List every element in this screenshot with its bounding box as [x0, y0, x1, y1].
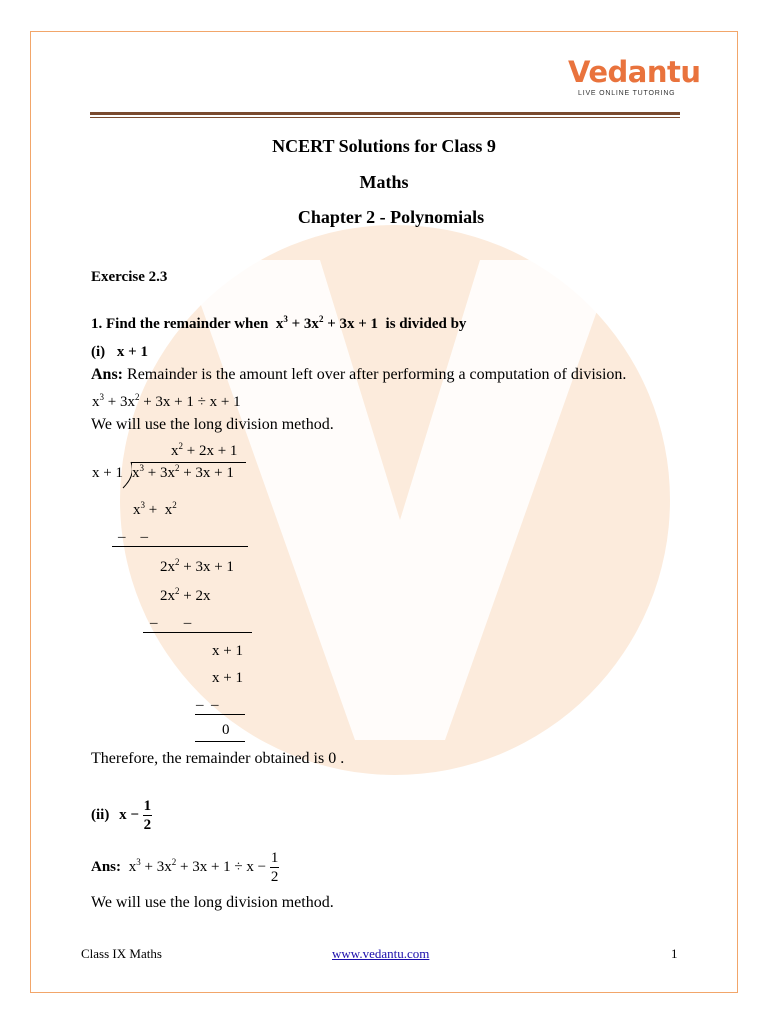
- final-rule: [195, 741, 245, 742]
- part2-label-row: [91, 797, 152, 834]
- doc-chapter: Chapter 2 - Polynomials: [297, 207, 485, 227]
- division-bar: [131, 462, 246, 463]
- part2-answer: [91, 849, 279, 886]
- part1-answer: [91, 366, 626, 384]
- step2-product: $2x^2 + 2x$: [160, 586, 211, 604]
- question-text: [91, 316, 466, 333]
- final-remainder: 0: [222, 722, 230, 738]
- dividend: $x^3 + 3x^2 + 3x + 1$: [132, 463, 234, 481]
- logo-wordmark: Vedantu: [568, 55, 701, 89]
- question-prefix: 1. Find the remainder when: [91, 316, 269, 332]
- watermark-v-logo: [115, 220, 675, 780]
- conclusion: [91, 750, 344, 768]
- conclusion-remainder: 0: [328, 750, 337, 767]
- method-text: We will use the long division method.: [91, 416, 334, 433]
- part2-divisor: x − $\frac{1}{2}$: [119, 798, 152, 833]
- step1-product: $x^3 + x^2$: [133, 500, 177, 518]
- part1-label-row: [91, 344, 148, 361]
- ans-text: Remainder is the amount left over after performing a computation of division.: [127, 366, 627, 383]
- doc-subject: Maths: [359, 172, 409, 192]
- part2-ans-label: Ans:: [91, 858, 122, 875]
- part2-expression: $x^3 + 3x^2 + 3x + 1 \div x$ − $\frac{1}{2}$: [128, 850, 279, 885]
- divisor: x + 1: [92, 465, 123, 481]
- step3-rule: [195, 714, 245, 715]
- question-suffix: is divided by: [385, 316, 467, 332]
- footer-link[interactable]: www.vedantu.com: [332, 946, 430, 961]
- header-rule: [90, 112, 680, 115]
- ans-label: Ans:: [91, 366, 124, 383]
- conclusion-period: .: [340, 750, 345, 767]
- step2-rule: [143, 632, 252, 633]
- step3-signs: – –: [196, 697, 219, 713]
- division-expression: $x^3 + 3x^2 + 3x + 1 \div x + 1$: [92, 392, 241, 410]
- exercise-heading: Exercise 2.3: [91, 269, 168, 285]
- step3-product: x + 1: [212, 670, 243, 686]
- part2-method-text: We will use the long division method.: [91, 894, 334, 911]
- vedantu-logo: [568, 55, 701, 97]
- logo-tagline: LIVE ONLINE TUTORING: [578, 90, 676, 97]
- header-rule-thin: [90, 117, 680, 118]
- step1-rule: [112, 546, 248, 547]
- doc-title: NCERT Solutions for Class 9: [272, 136, 496, 156]
- step2-remainder: $2x^2 + 3x + 1$: [160, 557, 234, 575]
- step1-signs: – –: [118, 529, 148, 545]
- quotient: $x^2 + 2x + 1$: [171, 441, 238, 459]
- step3-remainder: x + 1: [212, 643, 243, 659]
- conclusion-text: Therefore, the remainder obtained is: [91, 750, 325, 767]
- part2-label: (ii): [91, 806, 110, 823]
- page-number: 1: [671, 946, 678, 961]
- part1-divisor: x + 1: [116, 344, 148, 360]
- footer-left: Class IX Maths: [81, 946, 162, 961]
- division-bracket: [120, 460, 132, 490]
- question-polynomial: $x^3 + 3x^2 + 3x + 1$: [272, 314, 382, 332]
- step2-signs: – –: [150, 615, 192, 631]
- part1-label: (i): [91, 344, 106, 360]
